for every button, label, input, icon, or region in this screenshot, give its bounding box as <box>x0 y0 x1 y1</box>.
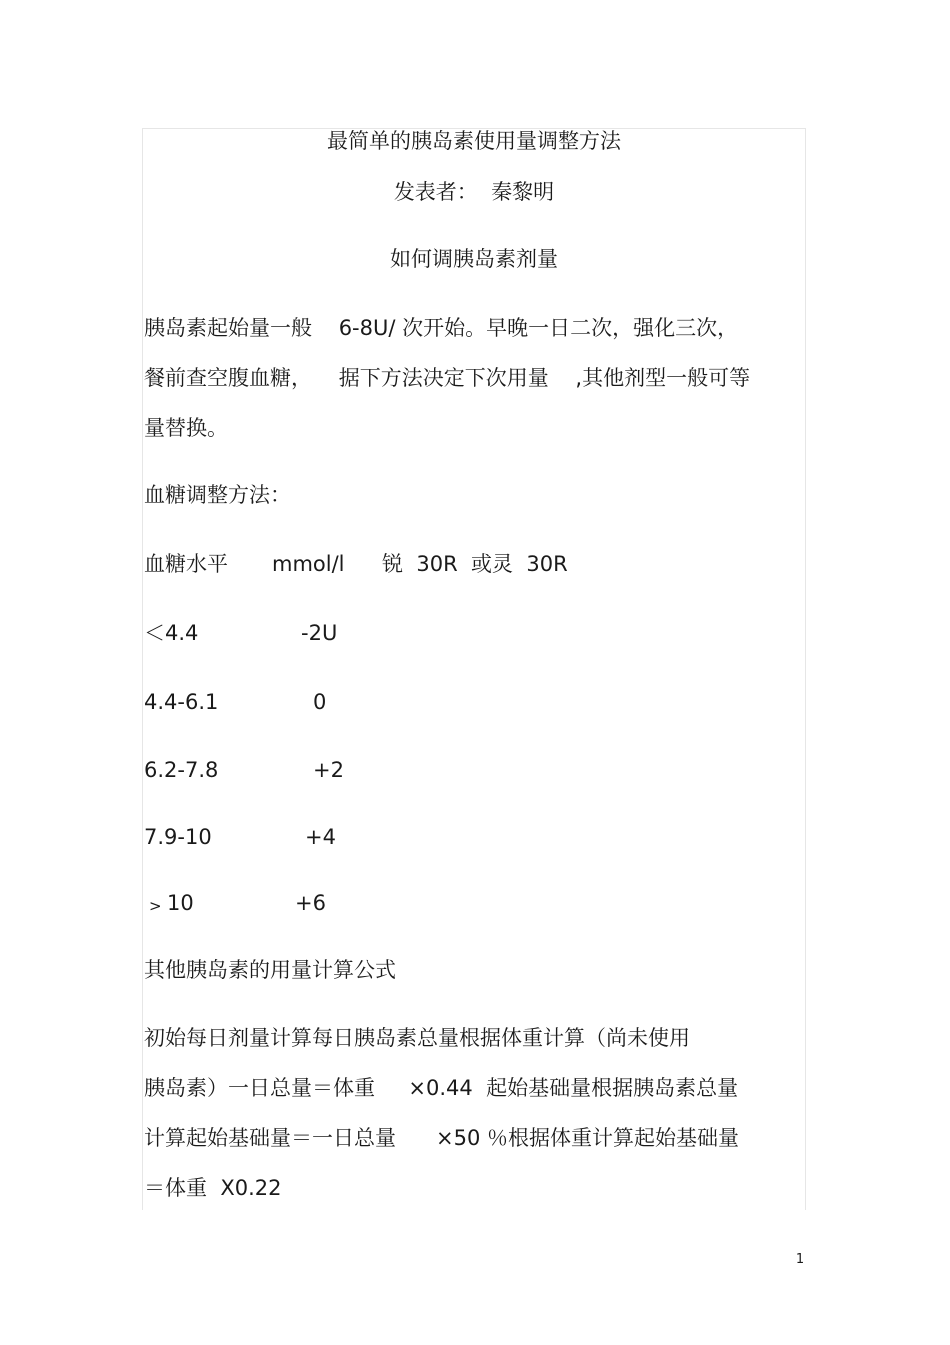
glucose-range: 10 <box>167 891 194 915</box>
formula-line-2: 胰岛素）一日总量＝体重 ×0.44 起始基础量根据胰岛素总量 <box>144 1076 739 1100</box>
page-number: 1 <box>795 1252 805 1267</box>
author-line: 发表者： 秦黎明 <box>393 180 555 204</box>
header-unit: mmol/l <box>272 552 345 576</box>
greater-than-symbol: > <box>149 897 162 915</box>
intro-line-1: 胰岛素起始量一般 6-8U/ 次开始。早晚一日二次，强化三次， <box>144 316 739 340</box>
formula-line-3: 计算起始基础量＝一日总量 ×50 ％根据体重计算起始基础量 <box>144 1126 740 1150</box>
header-insulin-type: 锐 30R 或灵 30R <box>382 552 568 576</box>
document-title: 最简单的胰岛素使用量调整方法 <box>327 129 621 153</box>
intro-line-3: 量替换。 <box>144 416 228 440</box>
formula-line-4: ＝体重 X0.22 <box>144 1176 282 1200</box>
section-heading: 如何调胰岛素剂量 <box>390 247 558 271</box>
glucose-range: ＜4.4 <box>144 621 199 645</box>
glucose-range: 6.2-7.8 <box>144 758 219 782</box>
method-heading: 血糖调整方法： <box>144 483 291 507</box>
formula-heading: 其他胰岛素的用量计算公式 <box>144 958 396 982</box>
dose-change: +2 <box>313 758 344 782</box>
dose-change: -2U <box>301 621 338 645</box>
header-glucose-level: 血糖水平 <box>144 552 228 576</box>
dose-change: +4 <box>305 825 336 849</box>
glucose-range: 4.4-6.1 <box>144 690 219 714</box>
dose-change: 0 <box>313 690 327 714</box>
formula-line-1: 初始每日剂量计算每日胰岛素总量根据体重计算（尚未使用 <box>144 1026 690 1050</box>
intro-line-2: 餐前查空腹血糖， 据下方法决定下次用量 ,其他剂型一般可等 <box>144 366 751 390</box>
glucose-range: 7.9-10 <box>144 825 212 849</box>
dose-change: +6 <box>295 891 326 915</box>
